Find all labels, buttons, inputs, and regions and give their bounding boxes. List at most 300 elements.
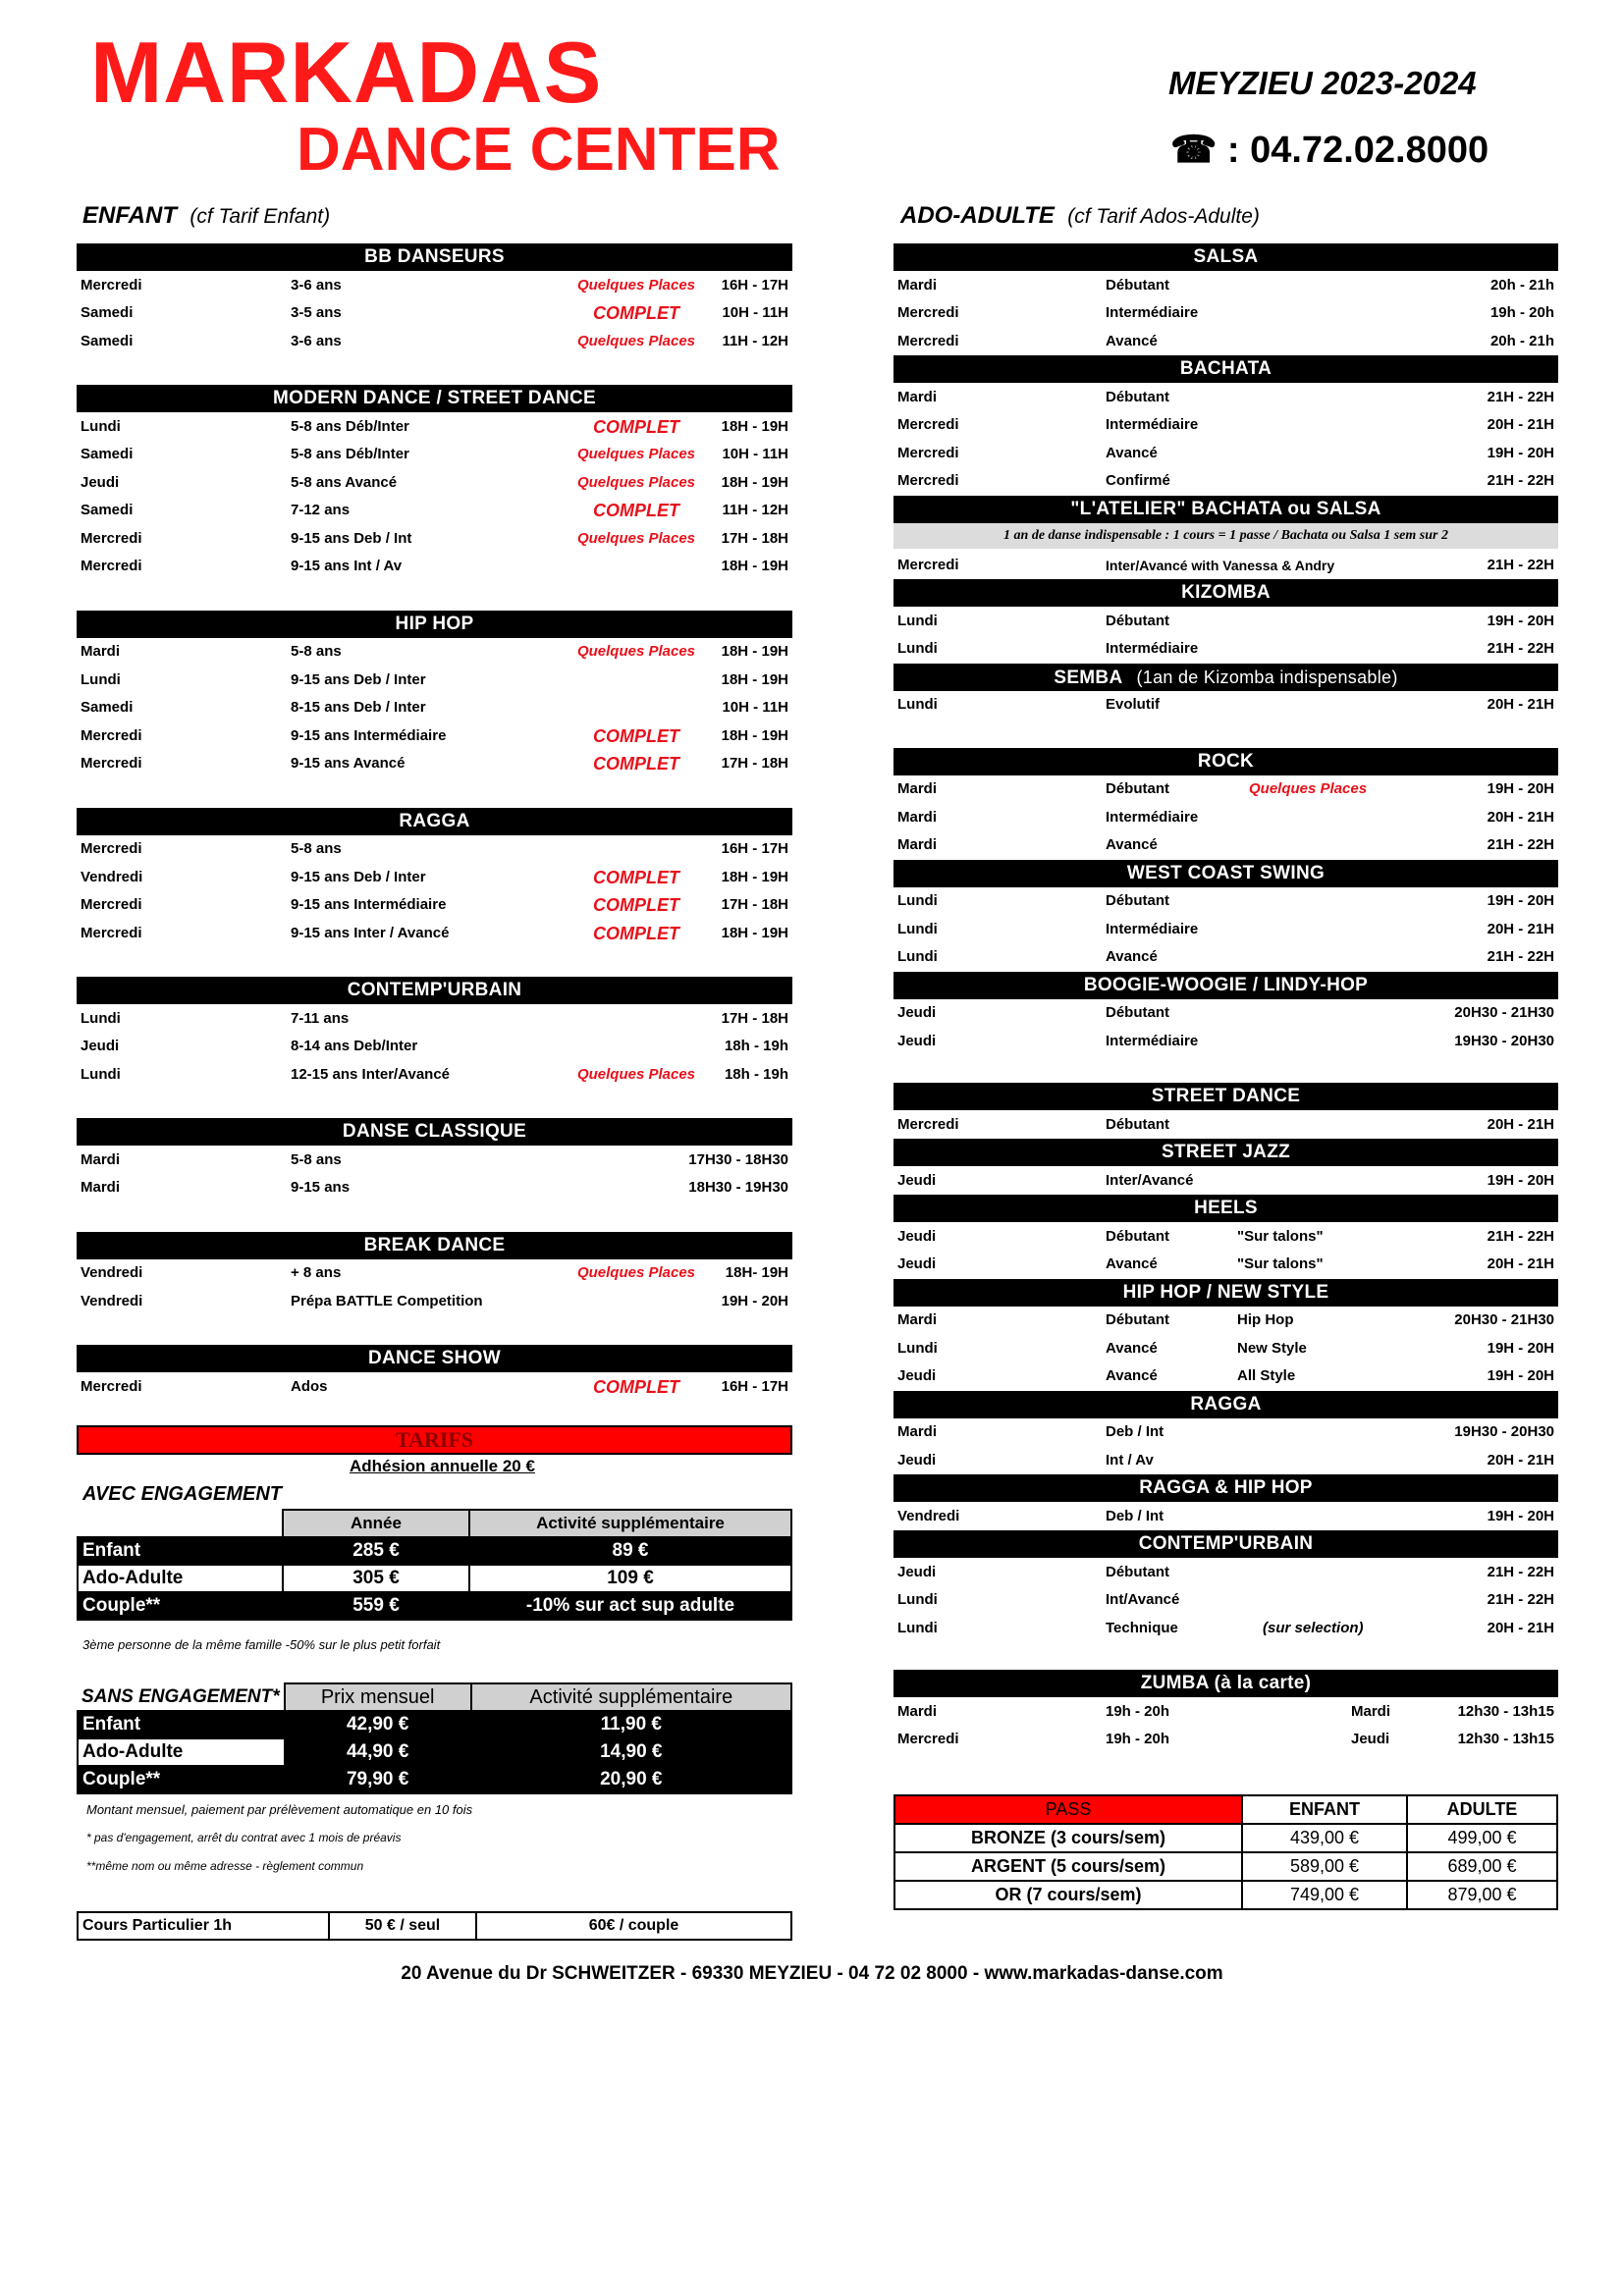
schedule-row — [893, 1586, 1558, 1614]
adulte-title — [900, 204, 1260, 228]
time-label: 19h - 20h — [1489, 304, 1554, 321]
time-label: 20H30 - 21H30 — [1454, 1004, 1554, 1021]
pass-enfant: 749,00 € — [1242, 1881, 1407, 1909]
section-title: ROCK — [1197, 750, 1255, 772]
level-label: Avancé — [1106, 836, 1158, 853]
day-label: Lundi — [81, 670, 121, 688]
day-label: Vendredi — [81, 868, 143, 885]
status-places: Quelques Places — [576, 446, 696, 462]
section-header-contemp-urbain — [893, 1530, 1558, 1558]
sans-header-row — [78, 1683, 791, 1711]
level-label: Evolutif — [1106, 696, 1160, 713]
time-label: 20h - 21h — [1489, 276, 1554, 294]
tarif-label: Couple** — [78, 1592, 283, 1620]
time-label: 21H - 22H — [1487, 472, 1554, 489]
enfant-schedule — [77, 243, 792, 1421]
time-label: 19H - 20H — [1487, 780, 1554, 797]
day-label: Mercredi — [81, 1377, 142, 1395]
schedule-row — [893, 1559, 1558, 1586]
section-subtitle: (1an de Kizomba indispensable) — [1136, 667, 1398, 687]
section-title: KIZOMBA — [1181, 582, 1271, 603]
schedule-row — [893, 635, 1558, 663]
day-label: Mercredi — [897, 304, 959, 321]
time-label: 19H - 20H — [1487, 1339, 1554, 1357]
day-label: Mercredi — [897, 416, 959, 433]
day-label: Lundi — [897, 1619, 938, 1636]
time-label: 10H - 11H — [722, 699, 788, 716]
day-label: Vendredi — [81, 1264, 143, 1281]
sans-engagement-title: SANS ENGAGEMENT* — [78, 1683, 285, 1711]
day-label: Samedi — [81, 332, 134, 349]
schedule-row — [77, 722, 792, 750]
day-label: Lundi — [897, 696, 938, 713]
time-label: 21H - 22H — [1487, 1591, 1554, 1608]
day-label: Mardi — [897, 1423, 938, 1440]
day-label: Samedi — [81, 699, 134, 716]
time-label: 20H - 21H — [1487, 808, 1554, 826]
time-label: 21H - 22H — [1487, 836, 1554, 853]
tarif-activite: -10% sur act sup adulte — [469, 1592, 791, 1620]
schedule-row — [893, 1698, 1558, 1726]
status-complet: COMPLET — [593, 754, 679, 774]
extra-label: Hip Hop — [1237, 1311, 1294, 1328]
level-label: Débutant — [1106, 1004, 1169, 1021]
time-label: 12h30 - 13h15 — [1457, 1702, 1554, 1720]
level-label: Débutant — [1106, 1115, 1169, 1133]
level-label: Confirmé — [1106, 472, 1170, 489]
section-title: HIP HOP / NEW STYLE — [1122, 1281, 1329, 1303]
extra-label: "Sur talons" — [1237, 1255, 1324, 1272]
time-label: 20H30 - 21H30 — [1454, 1311, 1554, 1328]
tarif-activite: 20,90 € — [471, 1766, 791, 1793]
phone-number: ☎ : 04.72.02.8000 — [1170, 130, 1489, 171]
status-places: Quelques Places — [576, 643, 696, 660]
tarif-mensuel: 79,90 € — [285, 1766, 471, 1793]
level-label: 9-15 ans Inter / Avancé — [291, 924, 450, 941]
time-label: 18h - 19h — [724, 1038, 788, 1054]
level-label: Intermédiaire — [1106, 304, 1199, 321]
time-label: 20H - 21H — [1487, 1255, 1554, 1272]
sans-note-1: Montant mensuel, paiement par prélèvement automatique en 10 fois — [86, 1802, 473, 1817]
level-label: 5-8 ans Déb/Inter — [291, 446, 409, 462]
section-title: BB DANSEURS — [364, 246, 505, 267]
time-label: 19H - 20H — [1487, 892, 1554, 909]
tarif-row — [78, 1738, 791, 1766]
schedule-row — [893, 1167, 1558, 1195]
day-label: Mercredi — [81, 840, 142, 857]
pass-header: PASS — [894, 1795, 1242, 1824]
level-label: 9-15 ans Int / Av — [291, 558, 403, 574]
section-note: 1 an de danse indispensable : 1 cours = 1 passe / Bachata ou Salsa 1 sem sur 2 — [893, 523, 1558, 549]
schedule-row — [893, 328, 1558, 355]
time-label: 19H - 20H — [721, 1292, 788, 1309]
time-label: 17H - 18H — [721, 896, 788, 913]
status-places: Quelques Places — [576, 529, 696, 547]
day-label: Mardi — [81, 643, 121, 660]
day-label: Lundi — [897, 640, 938, 657]
day-label: Jeudi — [81, 1038, 120, 1054]
level-label: 5-8 ans — [291, 840, 342, 857]
pass-adulte: 499,00 € — [1407, 1824, 1557, 1852]
day-label: Mardi — [81, 1179, 121, 1196]
day-label: Mercredi — [81, 558, 142, 574]
section-title: RAGGA — [399, 810, 470, 831]
section-title: STREET JAZZ — [1161, 1142, 1291, 1162]
section-title: BREAK DANCE — [363, 1234, 506, 1255]
tarif-activite: 11,90 € — [471, 1711, 791, 1738]
tarif-label: Enfant — [78, 1537, 283, 1565]
schedule-row — [893, 943, 1558, 971]
level-label: 5-8 ans — [291, 1150, 342, 1168]
extra-label: "Sur talons" — [1237, 1227, 1324, 1245]
level-label: Avancé — [1106, 444, 1158, 461]
schedule-row — [77, 694, 792, 721]
status-complet: COMPLET — [593, 303, 679, 323]
schedule-row — [893, 831, 1558, 859]
brand-title: MARKADAS — [90, 24, 603, 121]
level-label: 9-15 ans Deb / Inter — [291, 670, 426, 688]
level-label: Int/Avancé — [1106, 1591, 1180, 1608]
empty-cell — [78, 1510, 283, 1537]
schedule-row — [893, 1028, 1558, 1055]
schedule-row — [893, 691, 1558, 719]
day-label: Mercredi — [897, 1731, 959, 1747]
day-label: Lundi — [897, 920, 938, 937]
day-label: Mercredi — [81, 726, 142, 744]
schedule-row — [893, 1223, 1558, 1251]
time-label: 17H30 - 18H30 — [688, 1150, 788, 1168]
level-label: Intermédiaire — [1106, 1032, 1199, 1049]
avec-engagement-title: AVEC ENGAGEMENT — [82, 1483, 282, 1505]
schedule-row — [893, 440, 1558, 467]
tarif-label: Ado-Adulte — [78, 1565, 283, 1592]
level-label: 19h - 20h — [1106, 1731, 1170, 1747]
section-header-zumba-la-carte — [893, 1670, 1558, 1697]
status-complet: COMPLET — [593, 923, 679, 943]
section-header-salsa — [893, 243, 1558, 271]
day-label: Mercredi — [81, 755, 142, 772]
level-label: Débutant — [1106, 780, 1169, 797]
schedule-row — [893, 1615, 1558, 1642]
time-label: 20H - 21H — [1487, 1451, 1554, 1468]
section-header-ragga — [893, 1391, 1558, 1418]
day-label: Mercredi — [897, 556, 959, 573]
section-title: CONTEMP'URBAIN — [347, 980, 522, 1000]
status-complet: COMPLET — [593, 1376, 679, 1397]
time-label: 18H - 19H — [721, 726, 788, 744]
avec-engagement-table — [77, 1509, 792, 1621]
section-title: "L'ATELIER" BACHATA ou SALSA — [1070, 498, 1381, 519]
section-title: WEST COAST SWING — [1126, 862, 1326, 883]
level-label: 9-15 ans Deb / Inter — [291, 868, 426, 885]
time-label: 19H - 20H — [1487, 612, 1554, 629]
section-header-hip-hop — [77, 611, 792, 638]
time-label: 19H - 20H — [1487, 1171, 1554, 1189]
footer-address: 20 Avenue du Dr SCHWEITZER - 69330 MEYZIEU - 04 72 02 8000 - www.markadas-danse.com — [401, 1963, 1223, 1984]
tarif-label: Enfant — [78, 1711, 285, 1738]
extra-label: (sur selection) — [1263, 1619, 1364, 1636]
status-complet: COMPLET — [593, 725, 679, 746]
day-label: Samedi — [81, 502, 134, 518]
status-complet: COMPLET — [593, 501, 679, 520]
status-complet: COMPLET — [593, 867, 679, 887]
schedule-row — [893, 1362, 1558, 1390]
cours-particulier-row — [78, 1912, 791, 1940]
level-label: Avancé — [1106, 1339, 1158, 1357]
schedule-row — [77, 1288, 792, 1315]
level-label: 5-8 ans Avancé — [291, 473, 398, 491]
avec-header-row — [78, 1510, 791, 1537]
time-label: 10H - 11H — [722, 304, 788, 321]
day-label: Lundi — [897, 892, 938, 909]
time-label: 17H - 18H — [721, 755, 788, 772]
schedule-row — [77, 525, 792, 553]
level-label: 9-15 ans Avancé — [291, 755, 406, 772]
time-label: 21H - 22H — [1487, 640, 1554, 657]
status-places: Quelques Places — [576, 1065, 696, 1083]
schedule-row — [893, 804, 1558, 831]
time-label: 18H - 19H — [721, 924, 788, 941]
day-label: Lundi — [897, 612, 938, 629]
pass-row — [894, 1881, 1557, 1909]
section-header-contemp-urbain — [77, 977, 792, 1004]
tarif-annee: 559 € — [283, 1592, 469, 1620]
schedule-row — [893, 272, 1558, 299]
day-label: Jeudi — [897, 1451, 937, 1468]
schedule-row — [77, 1373, 792, 1401]
tarifs-header: TARIFS — [77, 1425, 792, 1455]
level-label: 5-8 ans Déb/Inter — [291, 417, 409, 435]
status-places: Quelques Places — [1249, 780, 1368, 797]
section-title: HEELS — [1194, 1198, 1258, 1218]
time-label: 21H - 22H — [1487, 388, 1554, 405]
status-places: Quelques Places — [576, 473, 696, 491]
schedule-row — [77, 1174, 792, 1201]
level-label: 3-6 ans — [291, 276, 342, 294]
day-label: Jeudi — [897, 1004, 937, 1021]
time-label: 20H - 21H — [1487, 696, 1554, 713]
status-complet: COMPLET — [593, 416, 679, 437]
section-header-hip-hop-new-style — [893, 1279, 1558, 1307]
schedule-row — [893, 1335, 1558, 1362]
time-label: 19H - 20H — [1487, 1507, 1554, 1524]
pass-enfant: 439,00 € — [1242, 1824, 1407, 1852]
pass-label: BRONZE (3 cours/sem) — [894, 1824, 1242, 1852]
level-label: Avancé — [1106, 1255, 1158, 1272]
status-places: Quelques Places — [576, 1264, 696, 1281]
section-header-bachata — [893, 355, 1558, 383]
section-header-rock — [893, 748, 1558, 775]
day-label: Jeudi — [897, 1367, 937, 1384]
schedule-row — [77, 750, 792, 777]
extra-day-label: Jeudi — [1351, 1731, 1390, 1747]
level-label: Débutant — [1106, 388, 1169, 405]
section-header-dance-show — [77, 1345, 792, 1372]
schedule-row — [77, 272, 792, 299]
day-label: Lundi — [897, 1339, 938, 1357]
section-header-boogie-woogie-lindy-hop — [893, 972, 1558, 999]
schedule-row — [77, 864, 792, 891]
level-label: Intermédiaire — [1106, 808, 1199, 826]
cours-particulier-table — [77, 1911, 792, 1941]
level-label: Avancé — [1106, 948, 1158, 965]
section-header-modern-dance-street-dance — [77, 385, 792, 412]
tarif-label: Couple** — [78, 1766, 285, 1793]
time-label: 16H - 17H — [721, 840, 788, 857]
tarif-row — [78, 1766, 791, 1793]
day-label: Mercredi — [81, 529, 142, 547]
adulte-schedule — [893, 243, 1558, 1775]
section-title: SALSA — [1193, 246, 1259, 267]
level-label: + 8 ans — [291, 1264, 342, 1281]
schedule-row — [77, 1147, 792, 1174]
col-prix-mensuel: Prix mensuel — [285, 1683, 471, 1711]
level-label: 7-12 ans — [291, 502, 351, 518]
day-label: Mercredi — [897, 332, 959, 349]
section-title: SEMBA — [1054, 667, 1123, 688]
level-label: 19h - 20h — [1106, 1702, 1170, 1720]
extra-label: All Style — [1237, 1367, 1296, 1384]
day-label: Jeudi — [897, 1563, 937, 1580]
schedule-row — [77, 328, 792, 355]
level-label: 9-15 ans Deb / Int — [291, 529, 412, 547]
schedule-row — [77, 891, 792, 919]
time-label: 19H - 20H — [1487, 1367, 1554, 1384]
level-label: Prépa BATTLE Competition — [291, 1292, 483, 1309]
schedule-row — [77, 920, 792, 947]
schedule-row — [893, 775, 1558, 803]
section-header-danse-classique — [77, 1118, 792, 1146]
level-label: Débutant — [1106, 892, 1169, 909]
level-label: 3-6 ans — [291, 332, 342, 349]
adhesion-label: Adhésion annuelle 20 € — [350, 1457, 535, 1475]
level-label: Avancé — [1106, 332, 1158, 349]
day-label: Lundi — [81, 1009, 121, 1027]
section-header-west-coast-swing — [893, 860, 1558, 887]
pass-label: ARGENT (5 cours/sem) — [894, 1852, 1242, 1881]
level-label: Intermédiaire — [1106, 416, 1199, 433]
tarif-row — [78, 1592, 791, 1620]
day-label: Mercredi — [897, 472, 959, 489]
level-label: 5-8 ans — [291, 643, 342, 660]
schedule-row — [893, 1726, 1558, 1753]
time-label: 18H - 19H — [721, 643, 788, 660]
day-label: Jeudi — [897, 1171, 937, 1189]
schedule-row — [893, 467, 1558, 495]
time-label: 18H - 19H — [721, 868, 788, 885]
time-label: 18H - 19H — [721, 417, 788, 435]
time-label: 21H - 22H — [1487, 1563, 1554, 1580]
level-label: 8-15 ans Deb / Inter — [291, 699, 426, 716]
season-label: MEYZIEU 2023-2024 — [1168, 65, 1477, 101]
tarif-activite: 89 € — [469, 1537, 791, 1565]
cours-particulier-couple: 60€ / couple — [476, 1912, 791, 1940]
schedule-row — [893, 916, 1558, 943]
pass-label: OR (7 cours/sem) — [894, 1881, 1242, 1909]
day-label: Mardi — [897, 808, 938, 826]
level-label: 3-5 ans — [291, 304, 342, 321]
time-label: 18H - 19H — [721, 473, 788, 491]
day-label: Jeudi — [897, 1032, 937, 1049]
section-header-street-jazz — [893, 1139, 1558, 1166]
time-label: 20H - 21H — [1487, 1115, 1554, 1133]
day-label: Mardi — [897, 780, 938, 797]
time-label: 20H - 21H — [1487, 920, 1554, 937]
time-label: 20H - 21H — [1487, 1619, 1554, 1636]
section-header-ragga — [77, 808, 792, 835]
time-label: 16H - 17H — [721, 1377, 788, 1395]
level-label: Débutant — [1106, 612, 1169, 629]
day-label: Lundi — [897, 948, 938, 965]
schedule-row — [893, 1503, 1558, 1530]
section-header-street-dance — [893, 1083, 1558, 1110]
level-label: Débutant — [1106, 1227, 1169, 1245]
day-label: Jeudi — [897, 1255, 937, 1272]
level-label: Avancé — [1106, 1367, 1158, 1384]
col-activite: Activité supplémentaire — [469, 1510, 791, 1537]
level-label: Débutant — [1106, 276, 1169, 294]
time-label: 17H - 18H — [721, 1009, 788, 1027]
day-label: Mercredi — [897, 444, 959, 461]
schedule-row — [893, 411, 1558, 439]
enfant-title — [82, 204, 330, 228]
schedule-row — [893, 552, 1558, 579]
schedule-row — [77, 299, 792, 327]
time-label: 20H - 21H — [1487, 416, 1554, 433]
adulte-subtitle: (cf Tarif Ados-Adulte) — [1067, 205, 1260, 228]
section-header-break-dance — [77, 1232, 792, 1259]
schedule-row — [893, 1307, 1558, 1334]
cours-particulier-seul: 50 € / seul — [329, 1912, 476, 1940]
day-label: Jeudi — [897, 1227, 937, 1245]
schedule-row — [77, 667, 792, 694]
time-label: 18H - 19H — [721, 558, 788, 574]
time-label: 18H30 - 19H30 — [688, 1179, 788, 1196]
section-title: DANCE SHOW — [368, 1348, 501, 1368]
schedule-row — [77, 497, 792, 524]
pass-row — [894, 1824, 1557, 1852]
time-label: 19H30 - 20H30 — [1454, 1423, 1554, 1440]
section-title: RAGGA & HIP HOP — [1139, 1477, 1313, 1498]
time-label: 11H - 12H — [722, 332, 788, 349]
schedule-row — [77, 441, 792, 468]
level-label: Ados — [291, 1377, 328, 1395]
schedule-row — [77, 469, 792, 497]
pass-header-row — [894, 1795, 1557, 1824]
day-label: Samedi — [81, 304, 134, 321]
level-label: Inter/Avancé — [1106, 1171, 1194, 1189]
enfant-subtitle: (cf Tarif Enfant) — [189, 205, 331, 228]
day-label: Mardi — [897, 276, 938, 294]
pass-enfant: 589,00 € — [1242, 1852, 1407, 1881]
day-label: Vendredi — [81, 1292, 143, 1309]
schedule-row — [77, 1259, 792, 1287]
level-label: Int / Av — [1106, 1451, 1154, 1468]
day-label: Mardi — [81, 1150, 121, 1168]
day-label: Samedi — [81, 446, 134, 462]
level-label: Inter/Avancé with Vanessa & Andry — [1106, 557, 1335, 573]
time-label: 19H30 - 20H30 — [1454, 1032, 1554, 1049]
schedule-row — [77, 835, 792, 863]
avec-footnote: 3ème personne de la même famille -50% sur le plus petit forfait — [82, 1637, 441, 1652]
tarif-row — [78, 1565, 791, 1592]
level-label: Deb / Int — [1106, 1507, 1164, 1524]
sans-note-3: **même nom ou même adresse - règlement commun — [86, 1859, 364, 1873]
time-label: 12h30 - 13h15 — [1457, 1731, 1554, 1747]
day-label: Jeudi — [81, 473, 120, 491]
tarif-label: Ado-Adulte — [78, 1738, 285, 1766]
level-label: Technique — [1106, 1619, 1178, 1636]
